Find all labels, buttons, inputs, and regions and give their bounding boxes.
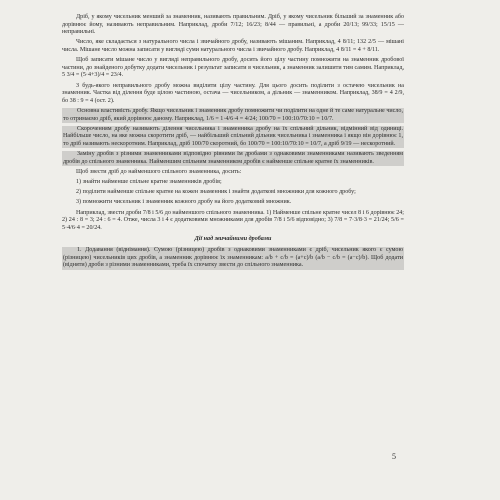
paragraph-mixed-numbers: Число, яке складається з натурального числа і звичайного дробу, називають мішаним. Наприклад, 4 8/11; 132 2/5 — мішані числа. Мішане число можна записати у вигляді суми натурального числа і звичайного дробу. Наприклад, 4 8/11 = 4 + 8/11. xyxy=(62,39,404,53)
step-1: 1) знайти найменше спільне кратне знаменників дробів; xyxy=(76,179,222,186)
paragraph-basic-property: Основна властивість дробу. Якщо чисельник і знаменник дробу помножити чи поділити на одне й те саме натуральне число, то отримаємо дріб, який дорівнює даному. Наприклад, 1/6 = 1·4/6·4 = 4/24; 100/70 = 100:10/70:10 = 10/7. xyxy=(63,107,403,122)
step-3: 3) помножити чисельник і знаменник кожного дробу на його додатковий множник. xyxy=(76,199,292,206)
paragraph-reduction: Скороченням дробу називають ділення чисельника і знаменника дробу на їх спільний дільник, відмінний від одиниці. Найбільше число, на яке можна скоротити дріб, — найбільший спільний дільник чисельника і знаменника і якщо він дорівнює 1, то дріб називають нескоротним. Наприклад, дріб 100/70 скоротний, бо 100/70 = 100:10/70:10 = 10/7, а дріб 9/19 — нескоротний. xyxy=(63,125,403,147)
paragraph-steps-intro: Щоб звести дріб до найменшого спільного знаменника, досить: xyxy=(76,168,242,175)
page-number: 5 xyxy=(392,452,396,461)
step-2: 2) поділити найменше спільне кратне на кожен знаменник і знайти додаткові множники для кожного дробу; xyxy=(76,189,356,196)
paragraph-example: Наприклад, звести дроби 7/8 і 5/6 до найменшого спільного знаменника. 1) Найменше спільне кратне чисел 8 і 6 дорівнює 24; 2) 24 : 8 = 3; 24 : 6 = 4. Отже, числа 3 і 4 є додатковими множниками для дробів 7/8 і 5/6 відповідно; 3) 7/8 = 7·3/8·3 = 21/24; 5/6 = 5·4/6·4 = 20/24. xyxy=(62,209,404,231)
paragraph-whole-part: З будь-якого неправильного дробу можна виділити цілу частину. Для цього досить поділити з остачею чисельник на знаменник. Частка від ділення буде цілою частиною, остача — чисельником, а дільник — знаменником. Наприклад, 38/9 = 4 2/9, бо 38 : 9 = 4 (ост. 2). xyxy=(62,82,404,104)
section-heading: Дії над звичайними дробами xyxy=(194,236,272,243)
page-content xyxy=(62,14,404,272)
paragraph-addition: 1. Додавання (віднімання). Сумою (різницею) дробів з однаковими знаменниками є дріб, чисельник якого є сумою (різницею) чисельників цих дробів, а знаменник дорівнює їх знаменникам: a/b + c/b = (a+c)/b (a/b − c/b = (a−c)/b). Щоб додати (відняти) дроби з різними знаменниками, треба їх спочатку звести до спільного знаменника. xyxy=(63,246,403,269)
paragraph-proper-fractions: Дріб, у якому чисельник менший за знаменник, називають правильним. Дріб, у якому чисельник більший за знаменник або дорівнює йому, називають неправильним. Наприклад, дроби 7/12; 16/23; 8/44 — правильні, а дроби 20/13; 99/33; 15/15 — неправильні. xyxy=(62,14,404,36)
paragraph-mixed-to-improper: Щоб записати мішане число у вигляді неправильного дробу, досить його цілу частину помножити на знаменник дробової частини, до знайденого добутку додати чисельник і результат записати в чисельник, а знаменник залишити тим самим. Наприклад, 5 3/4 = (5·4+3)/4 = 23/4. xyxy=(62,57,404,79)
paragraph-common-denominator: Заміну дробів з різними знаменниками відповідно рівними їм дробами з однаковими знаменниками називають зведенням дробів до спільного знаменника. Найменшим спільним знаменником дробів є найменше спільне кратне їх знаменників. xyxy=(63,151,403,165)
